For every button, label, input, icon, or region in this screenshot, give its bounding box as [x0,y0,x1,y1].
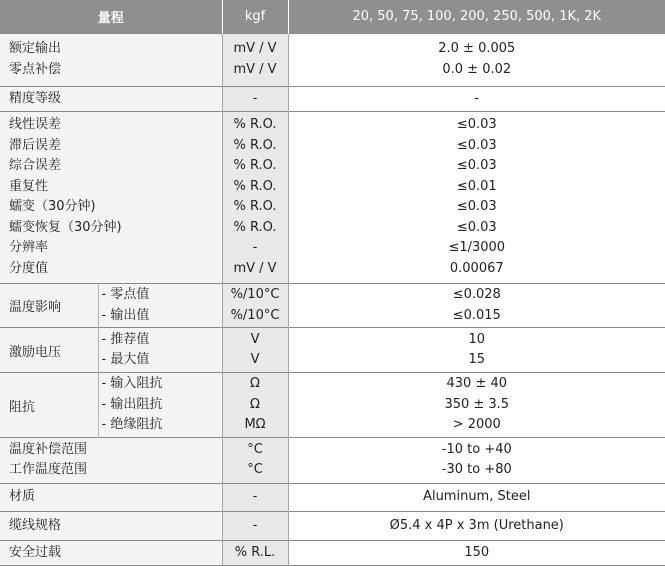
spec-row-overload [0,540,665,565]
spec-unit: - [252,240,258,256]
spec-label: 安全过载 [9,544,62,560]
spec-sublabel: - 绝缘阻抗 [101,417,163,433]
spec-label: 线性误差 [9,117,62,133]
spec-sublabel-cell [98,328,222,373]
spec-label: 蠕变（30分钟) [9,199,96,215]
spec-label: 工作温度范围 [9,462,88,478]
spec-sublabel: - 零点值 [101,287,150,303]
spec-unit: % R.O. [233,178,277,194]
header-param: 量程 [0,0,222,34]
spec-value-cell [288,540,665,565]
header-unit: kgf [222,0,288,34]
spec-row-cable [0,512,665,540]
spec-label: 材质 [9,489,36,505]
spec-value-cell [288,34,665,87]
spec-unit: mV / V [233,61,277,77]
spec-label: 缆线规格 [9,517,62,533]
spec-sublabel: - 输出值 [101,307,150,323]
spec-unit-cell [222,373,288,438]
spec-label: 分度值 [9,260,49,276]
spec-unit: Ω [250,376,260,392]
spec-unit-cell [222,438,288,484]
spec-row-errors [0,112,665,284]
spec-value-cell [288,512,665,540]
spec-value: ≤0.03 [456,117,497,133]
spec-label: 零点补偿 [9,61,62,77]
spec-unit: mV / V [233,41,277,57]
spec-row-excitation [0,328,665,373]
spec-label-cell [0,86,222,111]
spec-label: 阻抗 [9,399,36,415]
spec-value: > 2000 [452,417,501,433]
header-range: 20, 50, 75, 100, 200, 250, 500, 1K, 2K [288,0,665,34]
spec-value: ≤0.015 [452,307,501,323]
spec-row-temperature-range [0,438,665,484]
spec-label-cell [0,483,222,511]
spec-label-cell [0,438,222,484]
spec-label: 分辨率 [9,240,49,256]
spec-unit: - [252,517,258,533]
spec-value-cell [288,438,665,484]
header-row [0,0,665,34]
spec-value: ≤0.03 [456,199,497,215]
spec-value: 15 [468,352,486,368]
spec-label: 额定输出 [9,41,62,57]
spec-label-cell [0,112,222,284]
spec-label: 精度等级 [9,90,62,106]
spec-unit-cell [222,328,288,373]
spec-unit: V [250,352,260,368]
spec-value-cell [288,283,665,328]
spec-value: ≤1/3000 [448,240,506,256]
spec-label: 蠕变恢复（30分钟) [9,219,122,235]
spec-value: 0.0 ± 0.02 [442,61,512,77]
spec-label: 温度影响 [9,300,62,316]
spec-unit: mV / V [233,260,277,276]
spec-unit-cell [222,483,288,511]
spec-label: 重复性 [9,178,49,194]
spec-unit-cell [222,540,288,565]
spec-label: 滞后误差 [9,137,62,153]
spec-row-output [0,34,665,87]
spec-value: Ø5.4 x 4P x 3m (Urethane) [389,517,564,533]
spec-label-cell [0,512,222,540]
spec-value-cell [288,483,665,511]
spec-label-cell [0,373,98,438]
spec-unit: °C [247,462,263,478]
spec-value: 430 ± 40 [446,376,508,392]
spec-unit: MΩ [244,417,266,433]
spec-row-temperature-effect [0,283,665,328]
spec-value: ≤0.028 [452,287,501,303]
spec-sublabel-cell [98,373,222,438]
spec-label-cell [0,540,222,565]
spec-value: 10 [468,331,486,347]
spec-label: 激励电压 [9,344,62,360]
spec-sublabel: - 输入阻抗 [101,376,163,392]
spec-label-cell [0,283,98,328]
spec-value: 350 ± 3.5 [444,396,510,412]
spec-unit: % R.O. [233,219,277,235]
spec-row-accuracy [0,86,665,111]
spec-label: 综合误差 [9,158,62,174]
spec-unit: % R.O. [233,117,277,133]
spec-value-cell [288,373,665,438]
spec-value: ≤0.01 [456,178,497,194]
spec-value: 2.0 ± 0.005 [438,41,516,57]
spec-unit: °C [247,441,263,457]
spec-value: -10 to +40 [441,441,512,457]
spec-value: ≤0.03 [456,158,497,174]
spec-value-cell [288,86,665,111]
spec-unit: - [252,90,258,106]
spec-value: -30 to +80 [441,462,512,478]
spec-unit: Ω [250,396,260,412]
spec-unit-cell [222,283,288,328]
spec-value: - [474,90,480,106]
spec-sublabel: - 推荐值 [101,331,150,347]
spec-unit: %/10°C [230,287,280,303]
spec-unit: %/10°C [230,307,280,323]
spec-sublabel: - 输出阻抗 [101,396,163,412]
spec-value-cell [288,112,665,284]
spec-unit-cell [222,112,288,284]
spec-unit-cell [222,512,288,540]
spec-unit: % R.O. [233,199,277,215]
spec-unit-cell [222,86,288,111]
spec-value: ≤0.03 [456,219,497,235]
spec-label-cell [0,328,98,373]
spec-unit: % R.L. [234,544,276,560]
spec-sublabel-cell [98,283,222,328]
spec-value-cell [288,328,665,373]
spec-unit: % R.O. [233,137,277,153]
spec-label: 温度补偿范围 [9,441,88,457]
spec-sublabel: - 最大值 [101,352,150,368]
spec-unit-cell [222,34,288,87]
spec-value: 0.00067 [449,260,504,276]
spec-unit: - [252,489,258,505]
spec-value: 150 [464,544,490,560]
spec-label-cell [0,34,222,87]
spec-row-material [0,483,665,511]
spec-unit: V [250,331,260,347]
spec-row-impedance [0,373,665,438]
spec-unit: % R.O. [233,158,277,174]
spec-value: Aluminum, Steel [423,489,531,505]
spec-value: ≤0.03 [456,137,497,153]
